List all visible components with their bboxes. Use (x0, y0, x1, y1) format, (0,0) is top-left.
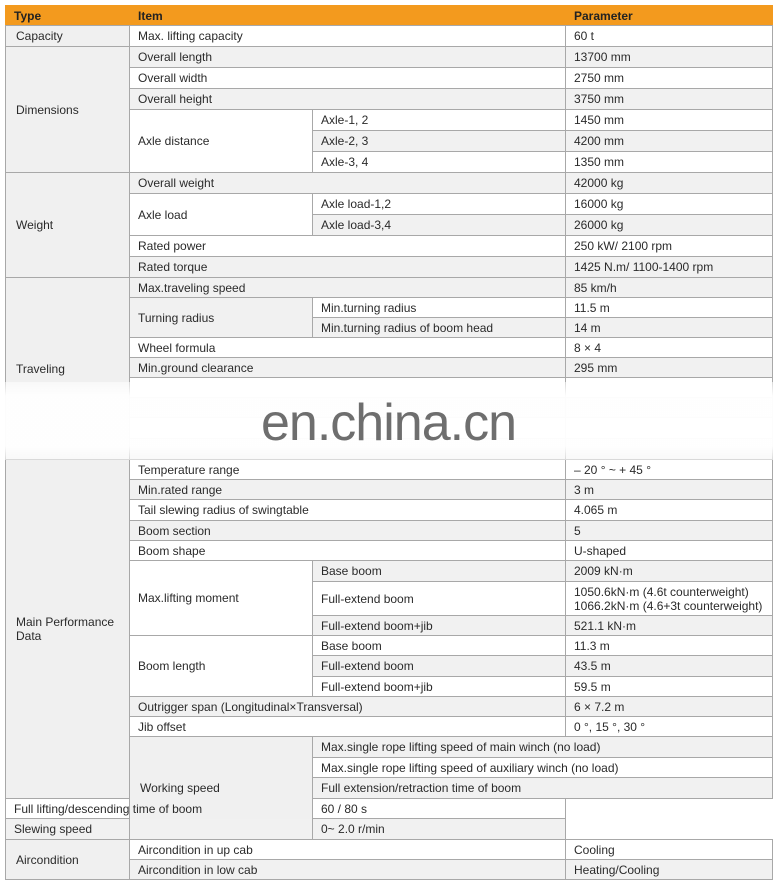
param-value: 26000 kg (566, 215, 773, 236)
item-label: Outrigger span (Longitudinal×Transversal) (130, 697, 566, 717)
sub-item-label: Axle-3, 4 (313, 152, 566, 173)
param-value: 1425 N.m/ 1100-1400 rpm (566, 257, 773, 278)
item-label: Rated power (130, 236, 566, 257)
param-value: Cooling (566, 840, 773, 860)
param-value: 60 t (566, 26, 773, 47)
param-value: 2750 mm (566, 68, 773, 89)
sub-item-label: Base boom (313, 636, 566, 656)
param-value: 0~ 2.0 r/min (313, 819, 566, 840)
item-label: Full extension/retraction time of boom (313, 778, 773, 799)
param-value: 1450 mm (566, 110, 773, 131)
type-capacity: Capacity (6, 26, 130, 47)
type-traveling: Traveling (6, 278, 130, 460)
param-value: 85 km/h (566, 278, 773, 298)
item-label: Full lifting/descending time of boom (6, 799, 313, 819)
param-value: 0 °, 15 °, 30 ° (566, 717, 773, 737)
item-label: Boom section (130, 521, 566, 541)
sub-item-label: Axle-1, 2 (313, 110, 566, 131)
item-label: Max.traveling speed (130, 278, 566, 298)
item-label: Turning radius (130, 298, 313, 338)
param-value: 1350 mm (566, 152, 773, 173)
param-value: 59.5 m (566, 677, 773, 697)
sub-item-label: Base boom (313, 561, 566, 582)
table-row (6, 460, 773, 480)
sub-item-label: Full-extend boom (313, 656, 566, 677)
param-value: 295 mm (566, 358, 773, 378)
item-label: Aircondition in low cab (130, 860, 566, 880)
watermark-text: en.china.cn (261, 394, 516, 452)
header-type: Type (6, 6, 130, 26)
param-value-line: 1066.2kN·m (4.6+3t counterweight) (574, 598, 763, 613)
type-main-performance: Main Performance Data (6, 460, 130, 799)
sub-item-label: Full-extend boom (313, 582, 566, 616)
item-label: Max.single rope lifting speed of auxiliary winch (no load) (313, 758, 773, 778)
param-value: 11.5 m (566, 298, 773, 318)
header-parameter: Parameter (566, 6, 773, 26)
param-value: 11.3 m (566, 636, 773, 656)
item-label: Min.ground clearance (130, 358, 566, 378)
item-label: Boom length (130, 636, 313, 697)
param-value: 521.1 kN·m (566, 616, 773, 636)
table-row (6, 840, 773, 860)
item-label: Slewing speed (6, 819, 313, 840)
sub-item-label: Min.turning radius (313, 298, 566, 318)
param-value: 6 × 7.2 m (566, 697, 773, 717)
sub-item-label: Full-extend boom+jib (313, 677, 566, 697)
item-label: Jib offset (130, 717, 566, 737)
item-label: Aircondition in up cab (130, 840, 566, 860)
param-value: 42000 kg (566, 173, 773, 194)
param-value: 2009 kN·m (566, 561, 773, 582)
sub-item-label: Min.turning radius of boom head (313, 318, 566, 338)
param-value: 4.065 m (566, 500, 773, 521)
item-label: Axle load (130, 194, 313, 236)
item-label: Wheel formula (130, 338, 566, 358)
item-label: Max.single rope lifting speed of main winch (no load) (313, 737, 773, 758)
item-label: Overall width (130, 68, 566, 89)
param-value: 13700 mm (566, 47, 773, 68)
param-value: 5 (566, 521, 773, 541)
param-value: 8 × 4 (566, 338, 773, 358)
table-row (6, 278, 773, 298)
table-header-row (6, 6, 773, 26)
table-row (6, 173, 773, 194)
param-value-line: 1050.6kN·m (4.6t counterweight) (574, 584, 749, 599)
item-label: Axle distance (130, 110, 313, 173)
item-label: Max. lifting capacity (130, 26, 566, 47)
param-value: 14 m (566, 318, 773, 338)
table-row (6, 47, 773, 68)
param-value: 60 / 80 s (313, 799, 566, 819)
item-label: Boom shape (130, 541, 566, 561)
param-value: 3750 mm (566, 89, 773, 110)
param-value: – 20 ° ~ + 45 ° (566, 460, 773, 480)
sub-item-label: Axle load-1,2 (313, 194, 566, 215)
sub-item-label: Full-extend boom+jib (313, 616, 566, 636)
item-label: Overall weight (130, 173, 566, 194)
item-label: Tail slewing radius of swingtable (130, 500, 566, 521)
type-weight: Weight (6, 173, 130, 278)
param-value: 3 m (566, 480, 773, 500)
sub-item-label: Axle load-3,4 (313, 215, 566, 236)
watermark-overlay (0, 382, 777, 460)
param-value: Heating/Cooling (566, 860, 773, 880)
item-label: Min.rated range (130, 480, 566, 500)
header-item: Item (130, 6, 566, 26)
item-label: Rated torque (130, 257, 566, 278)
type-working-speed: Working speed (130, 737, 313, 840)
item-label: Overall length (130, 47, 566, 68)
type-dimensions: Dimensions (6, 47, 130, 173)
table-row (6, 799, 773, 819)
table-row (6, 26, 773, 47)
param-value: U-shaped (566, 541, 773, 561)
table-row (6, 819, 773, 840)
item-label: Temperature range (130, 460, 566, 480)
item-label: Overall height (130, 89, 566, 110)
param-value-multiline (566, 582, 773, 616)
param-value: 16000 kg (566, 194, 773, 215)
param-value: 250 kW/ 2100 rpm (566, 236, 773, 257)
item-label: Max.lifting moment (130, 561, 313, 636)
sub-item-label: Axle-2, 3 (313, 131, 566, 152)
param-value: 43.5 m (566, 656, 773, 677)
type-aircondition: Aircondition (6, 840, 130, 880)
param-value: 4200 mm (566, 131, 773, 152)
